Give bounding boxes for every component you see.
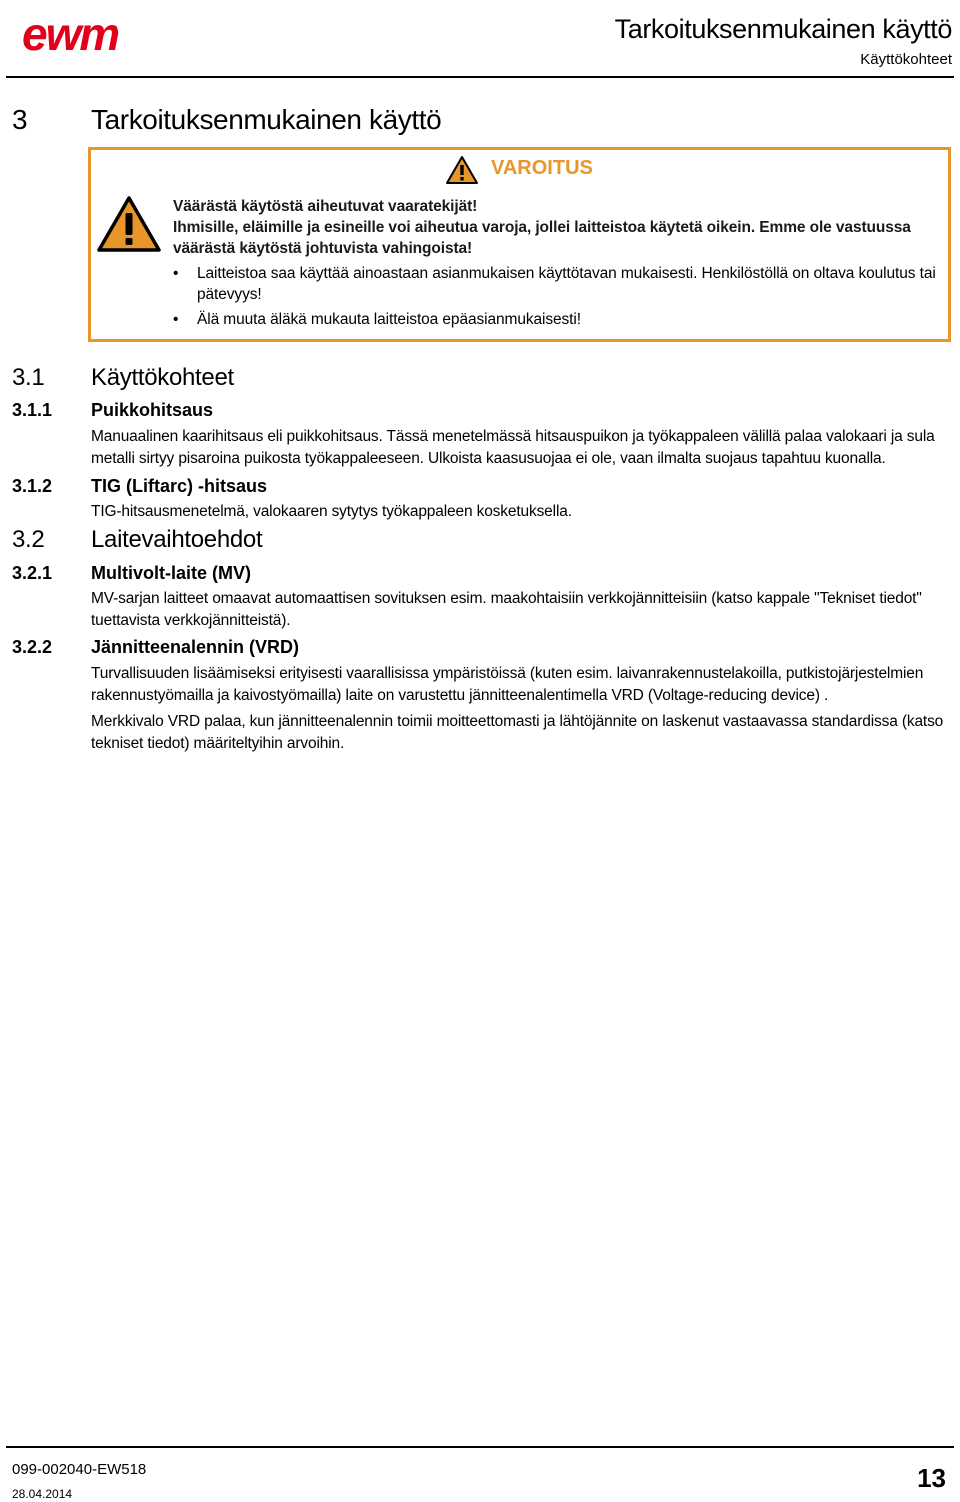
section-heading-3-2-2 [12,637,299,658]
header-title: Tarkoituksenmukainen käyttö [614,14,952,44]
section-number: 3.2 [12,526,45,553]
section-title: TIG (Liftarc) -hitsaus [91,476,268,496]
footer-divider [6,1446,954,1448]
footer-doc-number: 099-002040-EW518 [12,1461,147,1478]
warning-bullet-item [173,263,943,305]
bullet-marker: • [173,311,179,328]
chapter-heading [12,104,441,136]
section-heading-3-1-1 [12,400,213,421]
section-number: 3.2.1 [12,563,53,583]
paragraph-3-1-2: TIG-hitsausmenetelmä, valokaaren sytytys työkappaleen kosketuksella. [91,503,572,520]
page-number: 13 [917,1463,946,1493]
chapter-number: 3 [12,104,28,135]
chapter-title: Tarkoituksenmukainen käyttö [91,104,442,135]
bullet-marker: • [173,265,179,282]
section-heading-3-2-1 [12,563,251,584]
section-heading-3-1-2 [12,476,267,497]
warning-bullet-list [173,263,943,330]
warning-bullet-text: Laitteistoa saa käyttää ainoastaan asianmukaisen käyttötavan mukaisesti. Henkilöstöllä on oltava koulutus tai pätevyys! [197,265,936,303]
section-number: 3.1 [12,364,45,391]
large-warning-triangle-icon [96,195,162,253]
warning-signal-word: VAROITUS [491,157,593,179]
section-title: Jännitteenalennin (VRD) [91,637,300,657]
section-number: 3.2.2 [12,637,53,657]
warning-lead-1: Väärästä käytöstä aiheutuvat vaaratekijät! [173,198,478,215]
warning-triangle-icon [445,155,479,185]
paragraph-3-2-1: MV-sarjan laitteet omaavat automaattisen sovituksen esim. maakohtaisiin verkkojännitteisiin (katso kappale "Tekniset tiedot" tuettavista verkkojännitteistä). [91,590,922,629]
ewm-logo-graphic [22,8,162,58]
section-number: 3.1.1 [12,400,53,420]
section-heading-3-2 [12,526,262,554]
section-heading-3-1 [12,364,234,392]
warning-bullet-item [173,309,943,330]
header-subtitle: Käyttökohteet [860,51,952,68]
warning-bullet-text: Älä muuta äläkä mukauta laitteistoa epäasianmukaisesti! [197,311,581,328]
section-title: Laitevaihtoehdot [91,526,263,553]
warning-body [173,196,943,334]
logo-wordmark: ewm [22,8,119,58]
paragraph-3-2-2-a: Turvallisuuden lisäämiseksi erityisesti vaarallisissa ympäristöissä (kuten esim. laivanrakennustelakoilla, putkistojärjestelmien rakennustyömailla ja kaivostyömailla) laite on varustettu jännitteenalentimella VRD (Voltage-reducing device) . [91,665,924,704]
warning-lead-2: Ihmisille, eläimille ja esineille voi aiheutua varoja, jollei laitteistoa käytetä oikein. Emme ole vastuussa väärästä käytöstä johtuvista vahingoista! [173,219,911,257]
section-title: Käyttökohteet [91,364,234,391]
section-title: Multivolt-laite (MV) [91,563,251,583]
paragraph-3-2-2-b: Merkkivalo VRD palaa, kun jännitteenalennin toimii moitteettomasti ja lähtöjännite on laskenut vastaavassa standardissa (katso tekniset tiedot) määriteltyihin arvoihin. [91,713,944,752]
paragraph-3-1-1: Manuaalinen kaarihitsaus eli puikkohitsaus. Tässä menetelmässä hitsauspuikon ja työkappaleen välillä palaa valokaari ja sula metalli sirtyy pisaroina puikosta työkappaleeseen. Ulkoista kaasusuojaa ei ole, vaan ilmalta suojaus tapahtuu kuonalla. [91,428,935,467]
section-number: 3.1.2 [12,476,53,496]
section-title: Puikkohitsaus [91,400,214,420]
header-divider [6,76,954,78]
ewm-logo [22,8,162,58]
footer-date: 28.04.2014 [12,1487,73,1501]
